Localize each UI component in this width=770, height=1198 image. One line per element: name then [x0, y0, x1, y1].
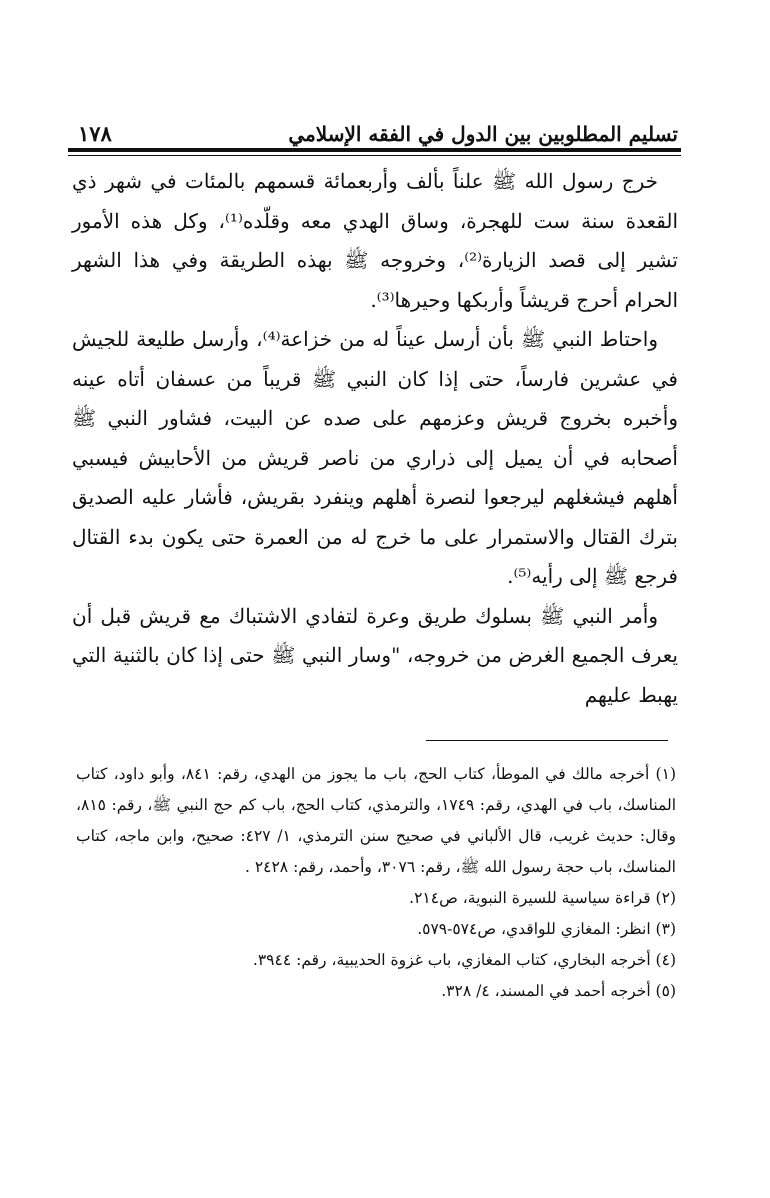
footnote-2: (٢) قراءة سياسية للسيرة النبوية، ص٢١٤.	[409, 889, 676, 907]
footnotes	[76, 759, 676, 1007]
paragraph-3: وأمر النبي ﷺ بسلوك طريق وعرة لتفادي الاشتباك مع قريش قبل أن يعرف الجميع الغرض من خروجه، "وسار النبي ﷺ حتى إذا كان بالثنية التي يهبط عليهم	[72, 603, 678, 707]
paragraph-2: واحتاط النبي ﷺ بأن أرسل عيناً له من خزاعة⁽⁴⁾، وأرسل طليعة للجيش في عشرين فارساً، حتى إذا كان النبي ﷺ قريباً من عسفان أتاه عينه وأخبره بخروج قريش وعزمهم على صده عن البيت، فشاور النبي ﷺ أصحابه في أن يميل إلى ذراري من ناصر قريش من الأحابيش فيسبي أهلهم فيشغلهم ليرجعوا لنصرة أهلهم وينفرد بقريش، فأشار عليه الصديق بترك القتال والاستمرار على ما خرج له من العمرة حتى يكون بدء القتال فرجع ﷺ إلى رأيه⁽⁵⁾.	[72, 327, 678, 588]
footnote-3: (٣) انظر: المغازي للواقدي، ص٥٧٤-٥٧٩.	[417, 920, 676, 938]
header-rule-thick	[68, 148, 681, 152]
paragraph-1: خرج رسول الله ﷺ علناً بألف وأربعمائة قسمهم بالمئات في شهر ذي القعدة سنة ست للهجرة، وساق الهدي معه وقلّده⁽¹⁾، وكل هذه الأمور تشير إلى قصد الزيارة⁽²⁾، وخروجه ﷺ بهذه الطريقة وفي هذا الشهر الحرام أحرج قريشاً وأربكها وحيرها⁽³⁾.	[72, 169, 678, 312]
page-number: ١٧٨	[78, 121, 112, 146]
body-text	[72, 162, 678, 715]
footnote-separator	[426, 740, 668, 741]
book-title: تسليم المطلوبين بين الدول في الفقه الإسلامي	[288, 122, 678, 146]
header-rule-thin	[68, 155, 681, 156]
footnote-4: (٤) أخرجه البخاري، كتاب المغازي، باب غزوة الحديبية، رقم: ٣٩٤٤.	[252, 951, 676, 969]
running-header	[78, 112, 678, 146]
footnote-5: (٥) أخرجه أحمد في المسند، ٤/ ٣٢٨.	[441, 982, 676, 1000]
footnote-1: (١) أخرجه مالك في الموطأ، كتاب الحج، باب ما يجوز من الهدي، رقم: ٨٤١، وأبو داود، كتاب المناسك، باب في الهدي، رقم: ١٧٤٩، والترمذي، كتاب الحج، باب كم حج النبي ﷺ، رقم: ٨١٥، وقال: حديث غريب، قال الألباني في صحيح سنن الترمذي، ١/ ٤٢٧: صحيح، وابن ماجه، كتاب المناسك، باب حجة رسول الله ﷺ، رقم: ٣٠٧٦، وأحمد، رقم: ٢٤٢٨ .	[76, 765, 677, 876]
